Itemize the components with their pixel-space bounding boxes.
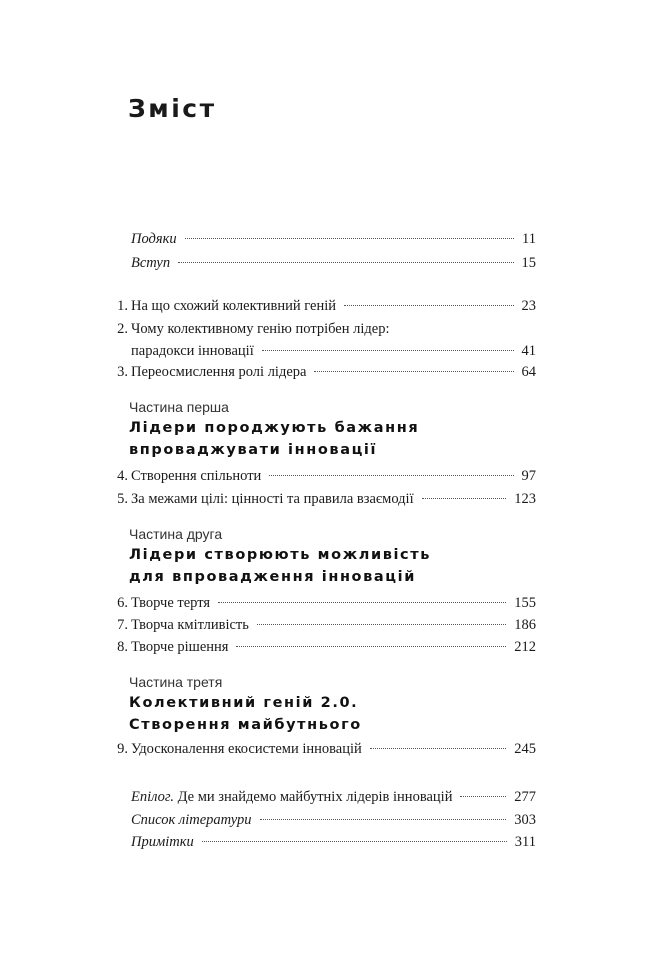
toc-entry-chapter-3[interactable] [108, 362, 536, 382]
chapter-number: 9. [117, 741, 128, 757]
dot-leader [460, 796, 506, 797]
page-title: Зміст [128, 94, 217, 123]
dot-leader [269, 475, 513, 476]
part-1-label: Частина перша [129, 399, 229, 415]
toc-page-number: 186 [514, 617, 536, 633]
part-title-line: Лідери створюють можливість [129, 547, 432, 563]
dot-leader [257, 624, 506, 625]
toc-entry-chapter-1[interactable] [108, 296, 536, 316]
chapter-number: 2. [117, 321, 128, 337]
part-2-label: Частина друга [129, 526, 223, 542]
toc-entry-chapter-9[interactable] [108, 739, 536, 759]
toc-page-number: 41 [521, 343, 536, 359]
toc-entry-title: Творче рішення [131, 639, 229, 655]
toc-page-number: 15 [521, 255, 536, 271]
toc-entry-title-line1: Чому колективному генію потрібен лідер: [131, 321, 390, 337]
toc-entry-title: Творча кмітливість [131, 617, 249, 633]
part-3-title [129, 692, 362, 736]
toc-entry-title: За межами цілі: цінності та правила взаємодії [131, 491, 414, 507]
chapter-number: 3. [117, 364, 128, 380]
dot-leader [314, 371, 513, 372]
toc-entry-title: Примітки [131, 834, 194, 850]
toc-page-number: 11 [522, 231, 536, 247]
toc-entry-title: Створення спільноти [131, 468, 262, 484]
dot-leader [262, 350, 514, 351]
chapter-number: 1. [117, 298, 128, 314]
toc-page-number: 155 [514, 595, 536, 611]
toc-entry-title: На що схожий колективний геній [131, 298, 337, 314]
epilogue-label: Епілог. [131, 789, 174, 805]
dot-leader [370, 748, 506, 749]
toc-entry-title: Список літератури [131, 812, 252, 828]
toc-page-number: 311 [514, 834, 536, 850]
toc-entry-title: Творче тертя [131, 595, 211, 611]
toc-entry-title: Подяки [131, 231, 177, 247]
toc-entry-title: Переосмислення ролі лідера [131, 364, 307, 380]
dot-leader [202, 841, 507, 842]
chapter-number: 5. [117, 491, 128, 507]
dot-leader [344, 305, 513, 306]
part-1-title [129, 417, 419, 461]
toc-entry-title [131, 787, 452, 807]
toc-entry-bibliography[interactable] [108, 810, 536, 830]
toc-entry-chapter-7[interactable] [108, 615, 536, 635]
dot-leader [260, 819, 507, 820]
epilogue-title: Де ми знайдемо майбутніх лідерів інновацій [177, 789, 453, 805]
dot-leader [422, 498, 507, 499]
part-title-line: Колективний геній 2.0. [129, 695, 359, 711]
part-2-title [129, 544, 431, 588]
toc-entry-title: парадокси інновації [131, 343, 254, 359]
toc-page-number: 212 [514, 639, 536, 655]
part-title-line: впроваджувати інновації [129, 442, 378, 458]
toc-page-number: 303 [514, 812, 536, 828]
toc-entry-title: Вступ [131, 255, 171, 271]
toc-entry-acknowledgements[interactable] [108, 229, 536, 249]
dot-leader [218, 602, 506, 603]
toc-page-number: 277 [514, 789, 536, 805]
toc-entry-chapter-8[interactable] [108, 637, 536, 657]
toc-entry-chapter-6[interactable] [108, 593, 536, 613]
part-title-line: для впровадження інновацій [129, 569, 416, 585]
toc-entry-introduction[interactable] [108, 253, 536, 273]
part-title-line: Створення майбутнього [129, 717, 362, 733]
toc-entry-chapter-5[interactable] [108, 489, 536, 509]
toc-page-number: 23 [521, 298, 536, 314]
part-3-label: Частина третя [129, 674, 223, 690]
chapter-number: 6. [117, 595, 128, 611]
toc-page-number: 245 [514, 741, 536, 757]
part-title-line: Лідери породжують бажання [129, 420, 420, 436]
toc-entry-title: Удосконалення екосистеми інновацій [131, 741, 362, 757]
dot-leader [178, 262, 513, 263]
toc-entry-epilogue[interactable] [108, 787, 536, 807]
toc-entry-notes[interactable] [108, 832, 536, 852]
chapter-number: 8. [117, 639, 128, 655]
chapter-number: 4. [117, 468, 128, 484]
dot-leader [236, 646, 506, 647]
chapter-number: 7. [117, 617, 128, 633]
toc-entry-chapter-2[interactable] [108, 319, 536, 361]
toc-page-number: 97 [521, 468, 536, 484]
dot-leader [185, 238, 514, 239]
toc-entry-chapter-4[interactable] [108, 466, 536, 486]
toc-page-number: 64 [521, 364, 536, 380]
toc-page-number: 123 [514, 491, 536, 507]
